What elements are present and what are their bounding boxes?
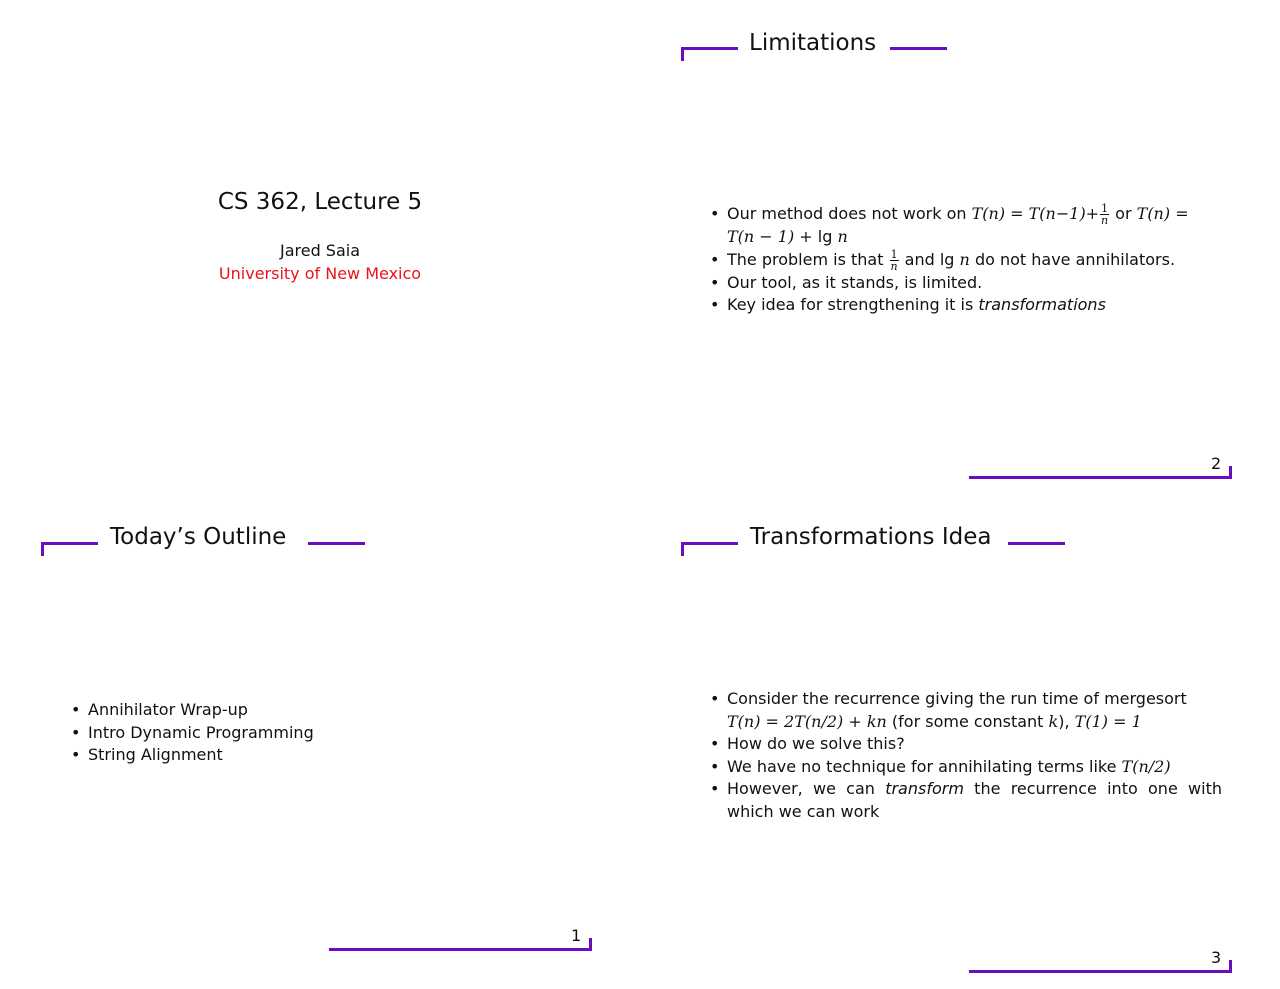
list-item: • String Alignment [71,744,571,767]
slide-heading: Limitations [749,30,877,56]
list-item: • Annihilator Wrap-up [71,699,571,722]
bullet-list [710,203,1222,317]
bullet-list [71,699,571,767]
list-item: • How do we solve this? [710,733,1222,756]
list-item: • We have no technique for annihilating terms like T(n/2) [710,756,1222,779]
footer-rule [329,948,592,951]
title-rule-corner [681,47,684,61]
footer-rule-corner [1229,466,1232,479]
list-item: • Consider the recurrence giving the run time of mergesort T(n) = 2T(n/2) + kn (for some constant k), T(1) = 1 [710,688,1222,733]
page-number: 1 [571,926,582,945]
title-rule-corner [681,542,684,556]
title-rule-corner [41,542,44,556]
title-rule-left [41,542,98,545]
author-name: Jared Saia [279,241,361,260]
slide-limitations [640,0,1280,494]
title-rule-left [681,47,738,50]
list-item: • Our tool, as it stands, is limited. [710,272,1222,295]
list-item: • The problem is that $\frac{1}{n}$ and lg n do not have annihilators. [710,249,1222,272]
affiliation: University of New Mexico [218,264,422,283]
footer-rule-corner [1229,960,1232,973]
lecture-title: CS 362, Lecture 5 [217,189,423,215]
list-item: • Intro Dynamic Programming [71,722,571,745]
slide-title [0,0,640,494]
title-rule-left [681,542,738,545]
fraction: $\frac{1}{n}$ [890,247,898,273]
slide-heading: Today’s Outline [110,524,287,550]
title-rule-right [308,542,365,545]
slide-outline [0,494,640,989]
slide-heading: Transformations Idea [750,524,992,550]
footer-rule-corner [589,938,592,951]
list-item: • However, we can transform the recurrence into one with which we can work [710,778,1222,823]
bullet-list [710,688,1222,823]
list-item: • Our method does not work on T(n) = T(n−1)+ $\frac{1}{n}$ or T(n) = T(n − 1) + lg n [710,203,1222,249]
slide-transformations [640,494,1280,989]
fraction: $\frac{1}{n}$ [1101,202,1109,227]
page-number: 2 [1211,454,1222,473]
footer-rule [969,476,1232,479]
title-rule-right [890,47,947,50]
list-item: • Key idea for strengthening it is transformations [710,294,1222,317]
title-rule-right [1008,542,1065,545]
footer-rule [969,970,1232,973]
page-number: 3 [1211,948,1222,967]
